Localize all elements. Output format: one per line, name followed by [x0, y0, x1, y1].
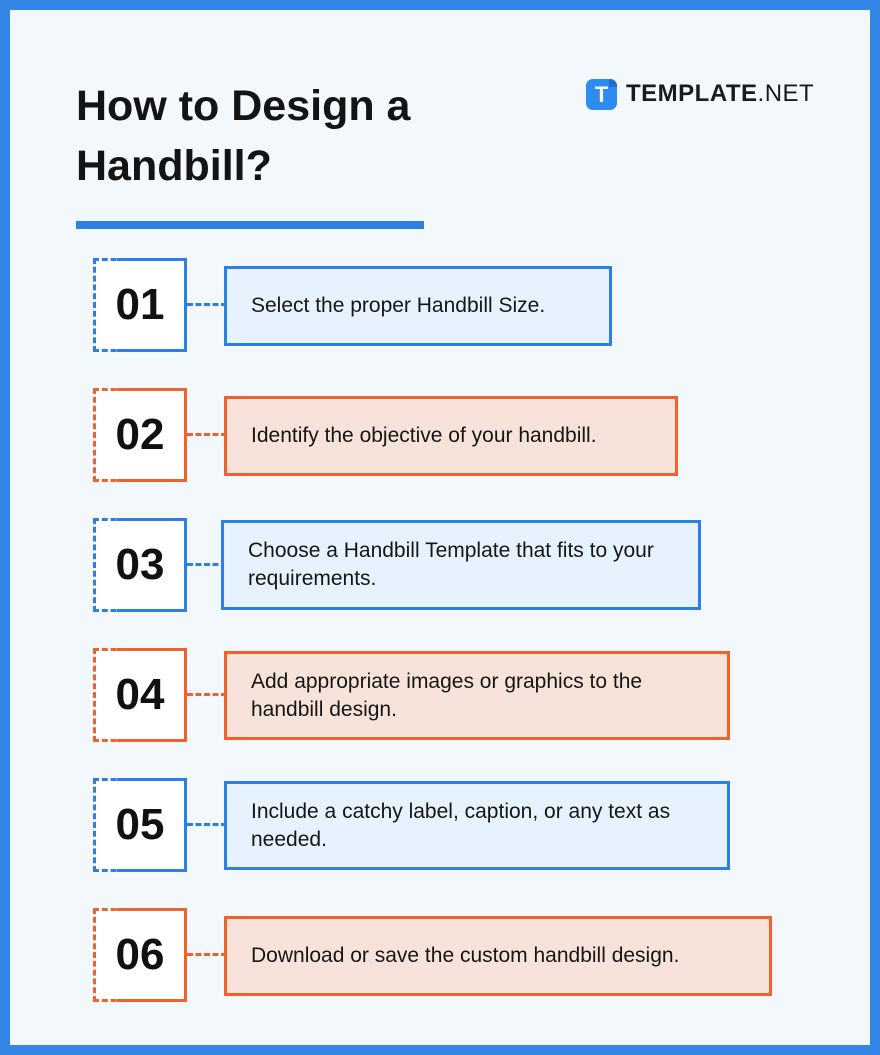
step-text-box: [224, 916, 772, 996]
step-connector: [187, 953, 227, 956]
step-text: Add appropriate images or graphics to the handbill design.: [251, 669, 643, 721]
step-text-box: [224, 266, 612, 346]
step-number: 02: [115, 410, 165, 459]
step-text: Download or save the custom handbill design.: [251, 944, 680, 967]
step-text: Include a catchy label, caption, or any text as needed.: [251, 799, 671, 851]
step-connector: [187, 823, 227, 826]
step-connector: [187, 303, 227, 306]
step-text-box: [224, 651, 730, 740]
step-number-box: [93, 648, 187, 742]
step-number-box: [93, 388, 187, 482]
step-number-box: [93, 258, 187, 352]
step-connector: [187, 693, 227, 696]
infographic-panel: [10, 10, 870, 1045]
step-number: 03: [115, 540, 165, 589]
step-text: Select the proper Handbill Size.: [251, 294, 546, 317]
step-connector: [187, 433, 227, 436]
step-text-box: [224, 396, 678, 476]
step-text-box: [224, 781, 730, 870]
template-net-logo[interactable]: [586, 78, 814, 110]
title-underline: [76, 221, 424, 229]
logo-brand: TEMPLATE: [626, 80, 758, 107]
logo-suffix: .NET: [757, 80, 815, 107]
step-number-box: [93, 908, 187, 1002]
step-text-box: [221, 520, 701, 610]
step-number: 05: [115, 800, 165, 849]
step-number-box: [93, 518, 187, 612]
step-number: 06: [115, 930, 165, 979]
step-text: Identify the objective of your handbill.: [251, 424, 597, 447]
step-number: 04: [115, 670, 165, 719]
step-text: Choose a Handbill Template that fits to your requirements.: [248, 539, 654, 590]
step-number-box: [93, 778, 187, 872]
step-number: 01: [115, 280, 165, 329]
template-logo-icon: T: [586, 79, 617, 110]
page-title: How to Design a Handbill?: [76, 82, 411, 190]
logo-wordmark: [626, 80, 814, 108]
